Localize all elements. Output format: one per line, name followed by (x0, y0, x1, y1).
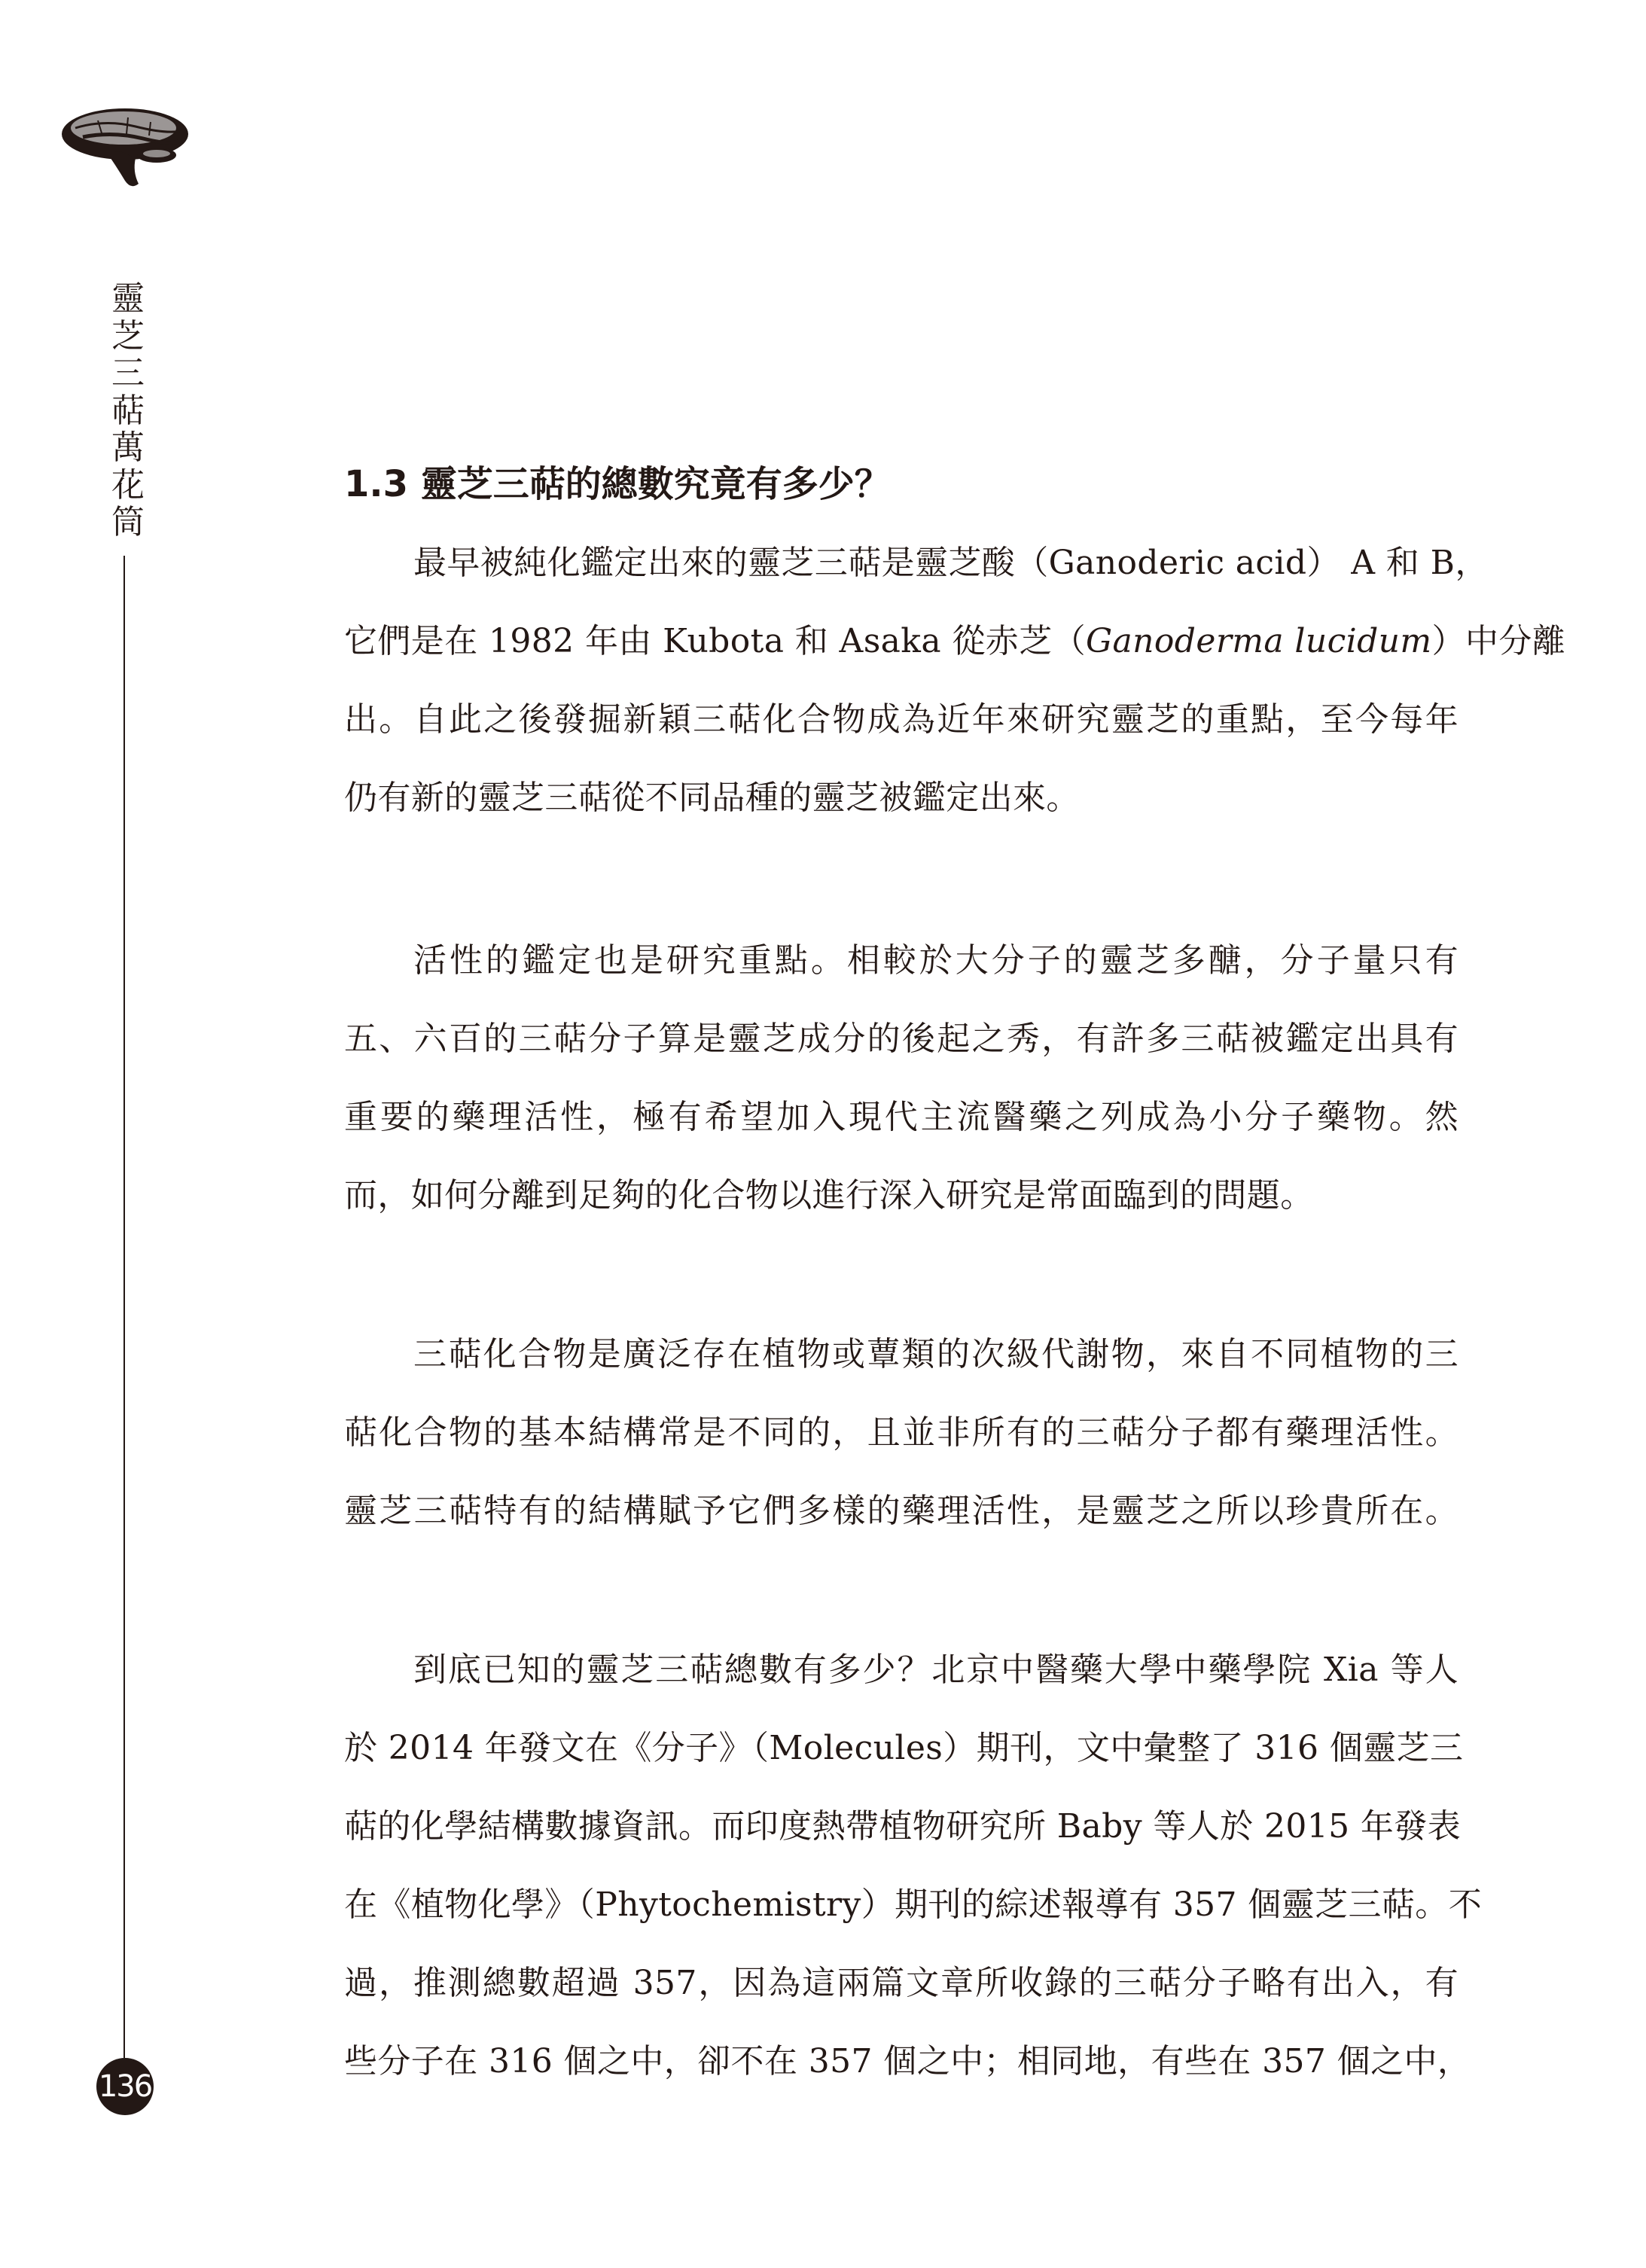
line-text: ）中分離 (1431, 622, 1566, 660)
lingzhi-mushroom-logo-icon (60, 105, 193, 190)
paragraph-line: 三萜化合物是廣泛存在植物或蕈類的次級代謝物，來自不同植物的三 (413, 1335, 1459, 1373)
book-title-char: 花 (111, 465, 145, 505)
margin-rule-divider (123, 556, 125, 2058)
paragraph-line: 活性的鑑定也是研究重點。相較於大分子的靈芝多醣，分子量只有 (413, 941, 1459, 980)
paragraph-line: 而，如何分離到足夠的化合物以進行深入研究是常面臨到的問題。 (344, 1176, 1314, 1215)
paragraph-1 (344, 524, 1566, 837)
paragraph-line: 靈芝三萜特有的結構賦予它們多樣的藥理活性，是靈芝之所以珍貴所在。 (344, 1492, 1459, 1530)
paragraph-line: 五、六百的三萜分子算是靈芝成分的後起之秀，有許多三萜被鑑定出具有 (344, 1020, 1459, 1058)
book-title-char: 萜 (111, 391, 145, 430)
running-book-title (110, 280, 146, 541)
book-title-char: 三 (111, 354, 145, 392)
paragraph-line: 最早被純化鑑定出來的靈芝三萜是靈芝酸（Ganoderic acid） A 和 B， (413, 544, 1489, 582)
paragraph-3 (344, 1315, 1459, 1550)
paragraph-4 (344, 1631, 1483, 2101)
species-name-italic: Ganoderma lucidum (1086, 622, 1432, 660)
paragraph-line (344, 602, 1566, 681)
book-title-char: 筒 (111, 503, 145, 541)
paragraph-line: 仍有新的靈芝三萜從不同品種的靈芝被鑑定出來。 (344, 779, 1080, 817)
book-title-char: 萬 (111, 428, 145, 467)
paragraph-line: 萜的化學結構數據資訊。而印度熱帶植物研究所 Baby 等人於 2015 年發表 (344, 1807, 1462, 1846)
page-number-badge: 136 (96, 2058, 154, 2115)
paragraph-line: 過，推測總數超過 357，因為這兩篇文章所收錄的三萜分子略有出入，有 (344, 1964, 1459, 2002)
paragraph-line: 出。自此之後發掘新穎三萜化合物成為近年來研究靈芝的重點，至今每年 (344, 700, 1459, 739)
paragraph-line: 萜化合物的基本結構常是不同的，且並非所有的三萜分子都有藥理活性。 (344, 1413, 1459, 1452)
paragraph-2 (344, 922, 1459, 1235)
paragraph-line: 到底已知的靈芝三萜總數有多少？北京中醫藥大學中藥學院 Xia 等人 (413, 1651, 1459, 1689)
paragraph-line: 些分子在 316 個之中，卻不在 357 個之中；相同地，有些在 357 個之中， (344, 2042, 1471, 2081)
line-text: 它們是在 1982 年由 Kubota 和 Asaka 從赤芝（ (344, 622, 1086, 660)
paragraph-line: 在《植物化學》（Phytochemistry）期刊的綜述報導有 357 個靈芝三萜。不 (344, 1885, 1483, 1924)
section-heading: 1.3 靈芝三萜的總數究竟有多少？ (344, 463, 891, 505)
book-title-char: 靈 (111, 279, 145, 318)
book-title-char: 芝 (111, 316, 145, 355)
paragraph-line: 重要的藥理活性，極有希望加入現代主流醫藥之列成為小分子藥物。然 (344, 1098, 1459, 1136)
paragraph-line: 於 2014 年發文在《分子》（Molecules）期刊，文中彙整了 316 個靈芝三 (344, 1729, 1464, 1767)
